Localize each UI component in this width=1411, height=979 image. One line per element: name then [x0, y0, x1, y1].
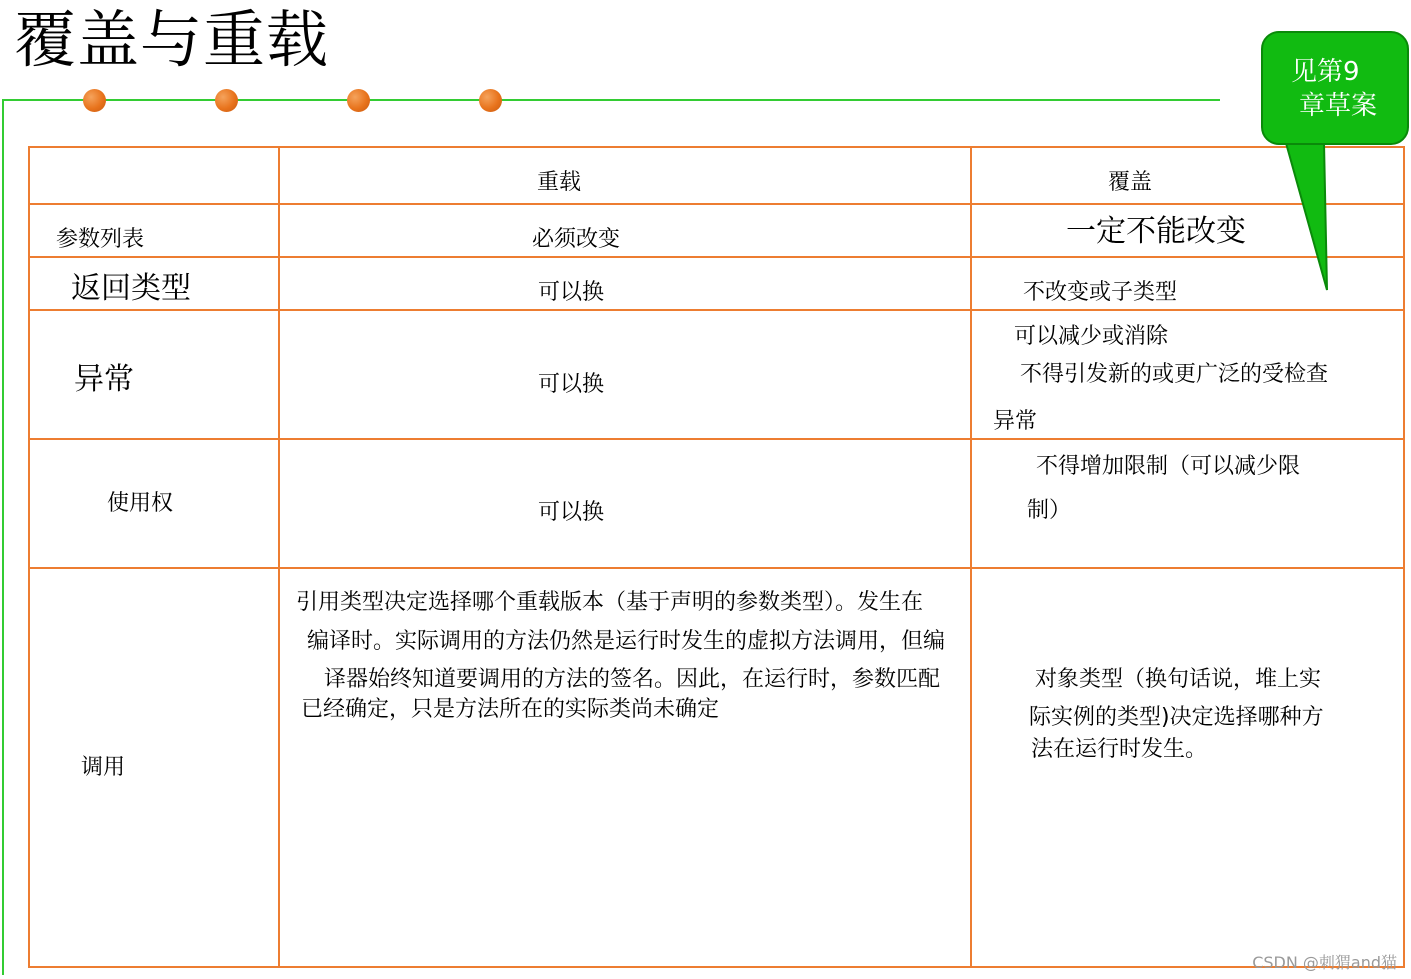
- invocation-overload-line-2: 编译时。实际调用的方法仍然是运行时发生的虚拟方法调用，但编: [307, 629, 946, 654]
- exceptions-override-line-2: 不得引发新的或更广泛的受检查: [1020, 362, 1329, 387]
- override-cell: [971, 257, 1404, 310]
- overload-cell: [279, 310, 971, 439]
- override-cell: [971, 310, 1404, 439]
- callout-line-2: 章草案: [1299, 91, 1378, 121]
- left-border-rule: [2, 99, 4, 975]
- invocation-overload-line-3: 译器始终知道要调用的方法的签名。因此，在运行时，参数匹配: [324, 667, 941, 692]
- callout-line-1: 见第9: [1291, 57, 1360, 87]
- exceptions-label: 异常: [74, 362, 134, 397]
- title-underline-rule: [2, 99, 1220, 101]
- decorative-dot: [347, 89, 370, 112]
- invocation-override-line-2: 际实例的类型)决定选择哪种方: [1029, 705, 1324, 730]
- row-label-cell: [29, 439, 279, 568]
- row-label-cell: [29, 310, 279, 439]
- exceptions-override-line-1: 可以减少或消除: [1014, 324, 1169, 349]
- override-cell: [971, 568, 1404, 967]
- overload-cell: [279, 204, 971, 257]
- exceptions-override-line-3: 异常: [993, 409, 1038, 434]
- decorative-dot: [83, 89, 106, 112]
- return-type-label: 返回类型: [71, 271, 191, 306]
- header-overload-label: 重载: [537, 170, 582, 195]
- invocation-override-line-1: 对象类型（换句话说，堆上实: [1035, 667, 1322, 692]
- override-cell: [971, 204, 1404, 257]
- header-override-cell: [971, 147, 1404, 204]
- comparison-table: [28, 146, 1405, 968]
- header-blank-cell: [29, 147, 279, 204]
- decorative-dot: [215, 89, 238, 112]
- invocation-label: 调用: [81, 755, 126, 780]
- access-overload: 可以换: [538, 500, 605, 525]
- header-override-label: 覆盖: [1108, 170, 1153, 195]
- access-label: 使用权: [107, 491, 174, 516]
- table-row: [29, 257, 1404, 310]
- overload-cell: [279, 568, 971, 967]
- decorative-dot: [479, 89, 502, 112]
- table-row: [29, 204, 1404, 257]
- slide-title: 覆盖与重载: [14, 3, 330, 76]
- invocation-overload-line-4: 已经确定，只是方法所在的实际类尚未确定: [301, 697, 720, 722]
- return-type-override: 不改变或子类型: [1023, 280, 1178, 305]
- access-override-line-1: 不得增加限制（可以减少限: [1036, 454, 1301, 479]
- row-label-cell: [29, 568, 279, 967]
- params-label: 参数列表: [56, 227, 145, 252]
- exceptions-overload: 可以换: [538, 372, 605, 397]
- overload-cell: [279, 257, 971, 310]
- table-row: [29, 568, 1404, 967]
- watermark: CSDN @刺猬and猫: [1252, 953, 1397, 972]
- table-row: [29, 310, 1404, 439]
- return-type-overload: 可以换: [538, 280, 605, 305]
- table-header-row: [29, 147, 1404, 204]
- table-row: [29, 439, 1404, 568]
- params-override: 一定不能改变: [1066, 214, 1246, 249]
- invocation-overload-line-1: 引用类型决定选择哪个重载版本（基于声明的参数类型）。发生在: [296, 590, 924, 615]
- header-overload-cell: [279, 147, 971, 204]
- row-label-cell: [29, 257, 279, 310]
- invocation-override-line-3: 法在运行时发生。: [1031, 737, 1208, 762]
- row-label-cell: [29, 204, 279, 257]
- override-cell: [971, 439, 1404, 568]
- access-override-line-2: 制）: [1027, 498, 1072, 523]
- params-overload: 必须改变: [532, 227, 621, 252]
- overload-cell: [279, 439, 971, 568]
- callout-box: [1261, 31, 1409, 145]
